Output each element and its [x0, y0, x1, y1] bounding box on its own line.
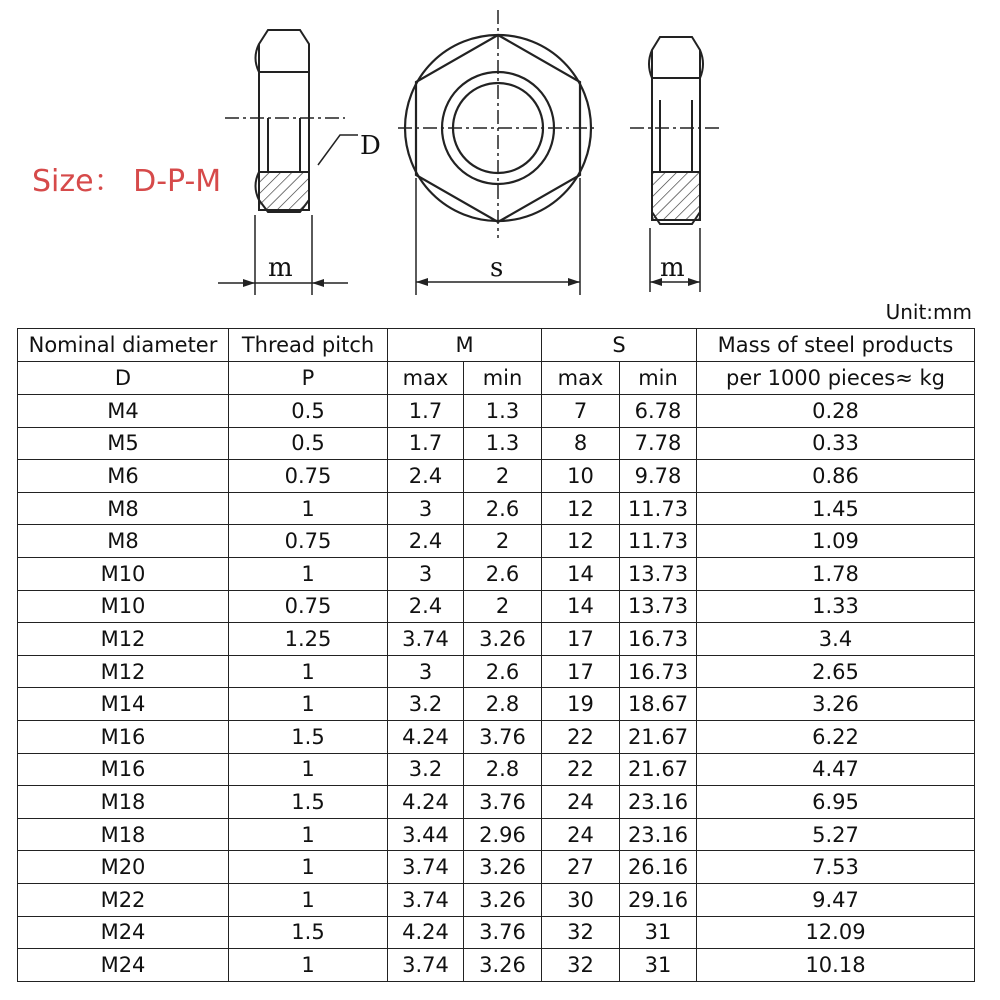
- cell-m-max: 3.74: [388, 623, 464, 656]
- table-row: [18, 916, 975, 949]
- cell-s-min: 11.73: [620, 525, 697, 558]
- cell-pitch: 1: [229, 557, 388, 590]
- cell-m-min: 2: [464, 525, 542, 558]
- cell-m-min: 2: [464, 460, 542, 493]
- cell-pitch: 1: [229, 949, 388, 982]
- cell-pitch: 1: [229, 688, 388, 721]
- cell-s-max: 24: [542, 818, 620, 851]
- cell-m-min: 2.6: [464, 655, 542, 688]
- header-m-max: max: [388, 362, 464, 395]
- cell-s-min: 21.67: [620, 720, 697, 753]
- table-row: [18, 949, 975, 982]
- cell-pitch: 1: [229, 655, 388, 688]
- cell-m-max: 4.24: [388, 720, 464, 753]
- cell-s-max: 30: [542, 883, 620, 916]
- cell-mass: 6.22: [697, 720, 975, 753]
- cell-m-min: 2.8: [464, 688, 542, 721]
- table-row: [18, 786, 975, 819]
- cell-s-max: 32: [542, 916, 620, 949]
- table-row: [18, 427, 975, 460]
- cell-mass: 6.95: [697, 786, 975, 819]
- table-row: [18, 655, 975, 688]
- cell-diameter: M8: [18, 492, 229, 525]
- table-row: [18, 883, 975, 916]
- cell-diameter: M8: [18, 525, 229, 558]
- cell-s-min: 16.73: [620, 623, 697, 656]
- cell-m-max: 3.74: [388, 949, 464, 982]
- cell-m-min: 2.6: [464, 557, 542, 590]
- cell-mass: 1.45: [697, 492, 975, 525]
- cell-mass: 0.86: [697, 460, 975, 493]
- cell-m-max: 1.7: [388, 395, 464, 428]
- cell-s-min: 21.67: [620, 753, 697, 786]
- cell-pitch: 1.5: [229, 720, 388, 753]
- dimension-label-m-left: m: [268, 253, 293, 283]
- cell-mass: 2.65: [697, 655, 975, 688]
- cell-m-min: 2.96: [464, 818, 542, 851]
- cell-mass: 10.18: [697, 949, 975, 982]
- cell-s-min: 31: [620, 916, 697, 949]
- cell-m-max: 2.4: [388, 590, 464, 623]
- cell-m-max: 3.74: [388, 883, 464, 916]
- cell-s-max: 12: [542, 525, 620, 558]
- table-body: [18, 395, 975, 982]
- cell-diameter: M24: [18, 916, 229, 949]
- cell-s-min: 9.78: [620, 460, 697, 493]
- cell-s-min: 13.73: [620, 557, 697, 590]
- table-row: [18, 557, 975, 590]
- nut-spec-table: [17, 328, 975, 982]
- cell-s-max: 27: [542, 851, 620, 884]
- table-row: [18, 590, 975, 623]
- cell-s-max: 14: [542, 590, 620, 623]
- cell-pitch: 0.75: [229, 590, 388, 623]
- table-row: [18, 525, 975, 558]
- table-row: [18, 460, 975, 493]
- table-row: [18, 753, 975, 786]
- header-m-min: min: [464, 362, 542, 395]
- cell-s-min: 16.73: [620, 655, 697, 688]
- header-s-min: min: [620, 362, 697, 395]
- table-row: [18, 492, 975, 525]
- cell-pitch: 1.5: [229, 786, 388, 819]
- table-row: [18, 720, 975, 753]
- cell-diameter: M12: [18, 623, 229, 656]
- cell-m-max: 3.44: [388, 818, 464, 851]
- cell-mass: 3.4: [697, 623, 975, 656]
- cell-s-min: 23.16: [620, 818, 697, 851]
- cell-s-min: 18.67: [620, 688, 697, 721]
- cell-s-max: 10: [542, 460, 620, 493]
- cell-diameter: M20: [18, 851, 229, 884]
- header-s-group: S: [542, 329, 697, 362]
- cell-mass: 7.53: [697, 851, 975, 884]
- cell-s-max: 22: [542, 720, 620, 753]
- cell-m-min: 3.26: [464, 851, 542, 884]
- cell-s-min: 7.78: [620, 427, 697, 460]
- cell-pitch: 1: [229, 492, 388, 525]
- cell-mass: 9.47: [697, 883, 975, 916]
- header-s-max: max: [542, 362, 620, 395]
- cell-m-max: 3.2: [388, 753, 464, 786]
- cell-m-min: 3.26: [464, 623, 542, 656]
- cell-s-min: 31: [620, 949, 697, 982]
- cell-diameter: M4: [18, 395, 229, 428]
- table-row: [18, 688, 975, 721]
- dimension-label-s: s: [490, 253, 504, 283]
- cell-s-max: 17: [542, 623, 620, 656]
- table-row: [18, 818, 975, 851]
- cell-diameter: M12: [18, 655, 229, 688]
- cell-pitch: 0.75: [229, 460, 388, 493]
- cell-pitch: 0.5: [229, 427, 388, 460]
- cell-diameter: M10: [18, 590, 229, 623]
- header-nominal-diameter: Nominal diameter: [18, 329, 229, 362]
- dimension-label-m-right: m: [660, 253, 685, 283]
- cell-m-min: 3.76: [464, 786, 542, 819]
- cell-m-max: 3: [388, 557, 464, 590]
- header-mass-line1: Mass of steel products: [697, 329, 975, 362]
- cell-pitch: 1: [229, 753, 388, 786]
- cell-diameter: M5: [18, 427, 229, 460]
- cell-diameter: M14: [18, 688, 229, 721]
- cell-m-max: 3.2: [388, 688, 464, 721]
- cell-mass: 1.33: [697, 590, 975, 623]
- cell-m-min: 3.76: [464, 916, 542, 949]
- cell-mass: 3.26: [697, 688, 975, 721]
- cell-diameter: M24: [18, 949, 229, 982]
- cell-mass: 12.09: [697, 916, 975, 949]
- cell-diameter: M18: [18, 818, 229, 851]
- header-mass-line2: per 1000 pieces≈ kg: [697, 362, 975, 395]
- cell-mass: 0.33: [697, 427, 975, 460]
- cell-pitch: 1: [229, 883, 388, 916]
- cell-s-max: 12: [542, 492, 620, 525]
- cell-m-min: 3.26: [464, 883, 542, 916]
- cell-s-max: 22: [542, 753, 620, 786]
- cell-m-max: 2.4: [388, 525, 464, 558]
- table-row: [18, 395, 975, 428]
- cell-diameter: M10: [18, 557, 229, 590]
- cell-mass: 5.27: [697, 818, 975, 851]
- header-m-group: M: [388, 329, 542, 362]
- cell-s-min: 29.16: [620, 883, 697, 916]
- cell-s-min: 23.16: [620, 786, 697, 819]
- cell-s-max: 17: [542, 655, 620, 688]
- cell-m-min: 1.3: [464, 395, 542, 428]
- cell-m-max: 3: [388, 492, 464, 525]
- cell-diameter: M6: [18, 460, 229, 493]
- cell-s-min: 11.73: [620, 492, 697, 525]
- cell-m-max: 1.7: [388, 427, 464, 460]
- cell-m-min: 2.6: [464, 492, 542, 525]
- cell-m-min: 2.8: [464, 753, 542, 786]
- table-row: [18, 851, 975, 884]
- cell-mass: 1.09: [697, 525, 975, 558]
- dimension-label-d: D: [360, 131, 381, 161]
- size-label: Size： D-P-M: [32, 164, 222, 199]
- cell-m-min: 3.26: [464, 949, 542, 982]
- cell-pitch: 1.25: [229, 623, 388, 656]
- table-header-row-1: [18, 329, 975, 362]
- table-header-row-2: [18, 362, 975, 395]
- cell-pitch: 1: [229, 818, 388, 851]
- cell-s-min: 6.78: [620, 395, 697, 428]
- cell-s-min: 13.73: [620, 590, 697, 623]
- cell-m-max: 4.24: [388, 916, 464, 949]
- cell-s-max: 8: [542, 427, 620, 460]
- cell-pitch: 0.5: [229, 395, 388, 428]
- cell-pitch: 1.5: [229, 916, 388, 949]
- cell-mass: 0.28: [697, 395, 975, 428]
- cell-m-min: 2: [464, 590, 542, 623]
- cell-diameter: M18: [18, 786, 229, 819]
- cell-diameter: M16: [18, 753, 229, 786]
- cell-m-max: 3.74: [388, 851, 464, 884]
- cell-s-max: 7: [542, 395, 620, 428]
- cell-pitch: 0.75: [229, 525, 388, 558]
- cell-mass: 4.47: [697, 753, 975, 786]
- cell-diameter: M22: [18, 883, 229, 916]
- cell-s-max: 14: [542, 557, 620, 590]
- cell-pitch: 1: [229, 851, 388, 884]
- cell-s-max: 19: [542, 688, 620, 721]
- cell-m-min: 3.76: [464, 720, 542, 753]
- cell-m-max: 3: [388, 655, 464, 688]
- cell-mass: 1.78: [697, 557, 975, 590]
- cell-s-max: 32: [542, 949, 620, 982]
- header-nominal-diameter-sub: D: [18, 362, 229, 395]
- cell-s-max: 24: [542, 786, 620, 819]
- cell-m-min: 1.3: [464, 427, 542, 460]
- header-thread-pitch-sub: P: [229, 362, 388, 395]
- table-row: [18, 623, 975, 656]
- unit-label: Unit:mm: [885, 300, 972, 324]
- cell-diameter: M16: [18, 720, 229, 753]
- header-thread-pitch: Thread pitch: [229, 329, 388, 362]
- cell-m-max: 2.4: [388, 460, 464, 493]
- cell-s-min: 26.16: [620, 851, 697, 884]
- cell-m-max: 4.24: [388, 786, 464, 819]
- hex-nut-drawing: [0, 0, 1000, 300]
